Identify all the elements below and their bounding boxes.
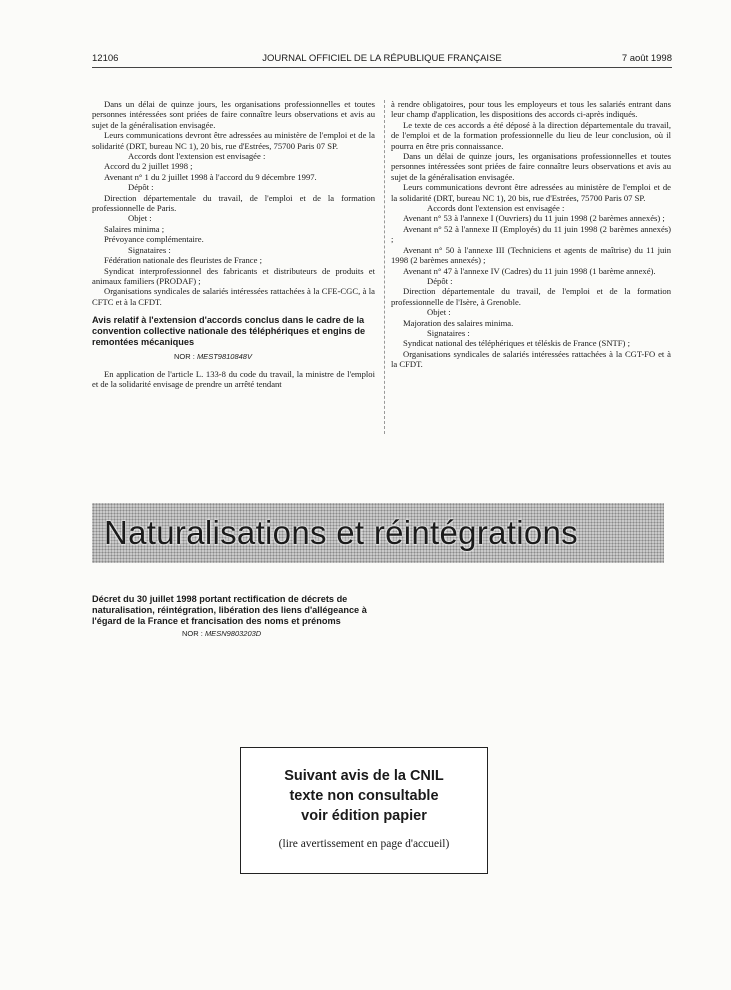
paragraph: Dans un délai de quinze jours, les organisations professionnelles et toutes personnes intéressées sont priées de faire connaître leurs observations et avis au sujet de la généralisation envisagée. — [391, 151, 671, 182]
nor-code: MEST9810848V — [196, 352, 252, 362]
list-item: Avenant n° 53 à l'annexe I (Ouvriers) du 11 juin 1998 (2 barèmes annexés) ; — [403, 213, 665, 224]
decret-block — [92, 594, 374, 638]
paragraph: Leurs communications devront être adressées au ministère de l'emploi et de la solidarité (DRT, bureau NC 1), 20 bis, rue d'Estrées, 75700 Paris 07 SP. — [92, 130, 375, 151]
section-label: Signataires : — [427, 327, 470, 338]
list-item: Avenant n° 1 du 2 juillet 1998 à l'accord du 9 décembre 1997. — [104, 171, 317, 182]
section-banner-title: Naturalisations et réintégrations — [104, 514, 578, 551]
nor-reference — [92, 352, 375, 362]
journal-title: JOURNAL OFFICIEL DE LA RÉPUBLIQUE FRANÇAISE — [262, 53, 502, 64]
decret-title: Décret du 30 juillet 1998 portant rectification de décrets de naturalisation, réintégration, libération des liens d'allégeance à l'égard de la France et francisation des noms et prénoms — [92, 594, 367, 626]
nor-label: NOR : — [182, 629, 203, 638]
left-column — [92, 99, 375, 389]
paragraph: Accords dont l'extension est envisagée : — [128, 151, 266, 162]
list-item: Majoration des salaires minima. — [403, 317, 514, 328]
page-header — [92, 53, 672, 67]
issue-date: 7 août 1998 — [621, 53, 672, 64]
paragraph: Dans un délai de quinze jours, les organisations professionnelles et toutes personnes intéressées sont priées de faire connaître leurs observations et avis au sujet de la généralisation envisagée. — [92, 99, 375, 130]
list-item: Avenant n° 47 à l'annexe IV (Cadres) du 11 juin 1998 (1 barème annexé). — [403, 265, 656, 276]
paragraph: Leurs communications devront être adressées au ministère de l'emploi et de la solidarité (DRT, bureau NC 1), 20 bis, rue d'Estrées, 75700 Paris 07 SP. — [391, 182, 671, 203]
list-item: Prévoyance complémentaire. — [104, 234, 204, 245]
notice-line: Suivant avis de la CNIL — [284, 768, 444, 784]
nor-reference — [92, 629, 374, 638]
paragraph: Direction départementale du travail, de l'emploi et de la formation professionnelle de l'Isère, à Grenoble. — [391, 286, 671, 307]
page-number: 12106 — [92, 53, 119, 64]
notice-line: voir édition papier — [301, 808, 427, 824]
list-item: Salaires minima ; — [104, 223, 165, 234]
notice-subtext: (lire avertissement en page d'accueil) — [278, 838, 450, 850]
paragraph: à rendre obligatoires, pour tous les employeurs et tous les salariés entrant dans leur champ d'application, les dispositions des accords ci-après indiqués. — [391, 99, 671, 120]
paragraph: Le texte de ces accords a été déposé à la direction départementale du travail, de l'emploi et de la formation professionnelle du lieu de leur conclusion, où il pourra en être pris connaissance. — [391, 119, 671, 151]
notice-line: texte non consultable — [289, 788, 439, 804]
nor-label: NOR : — [174, 352, 195, 362]
cnil-notice-box — [240, 747, 488, 874]
list-item: Organisations syndicales de salariés intéressées rattachées à la CFE-CGC, à la CFTC et à la CFDT. — [92, 286, 375, 307]
paragraph: En application de l'article L. 133-8 du code du travail, la ministre de l'emploi et de la solidarité envisage de prendre un arrêté tendant — [92, 368, 375, 389]
section-label: Objet : — [427, 307, 451, 318]
avis-title: Avis relatif à l'extension d'accords conclus dans le cadre de la convention collective nationale des téléphériques et engins de remontées mécaniques — [92, 315, 366, 348]
section-label: Dépôt : — [427, 275, 453, 286]
list-item: Syndicat national des téléphériques et téléskis de France (SNTF) ; — [403, 338, 630, 349]
nor-code: MESN9803203D — [204, 629, 262, 638]
list-item: Avenant n° 52 à l'annexe II (Employés) du 11 juin 1998 (2 barèmes annexés) ; — [391, 223, 671, 245]
header-rule — [92, 67, 672, 68]
list-item: Avenant n° 50 à l'annexe III (Techniciens et agents de maîtrise) du 11 juin 1998 (2 barèmes annexés) ; — [391, 244, 671, 266]
paragraph: Direction départementale du travail, de l'emploi et de la formation professionnelle de Paris. — [92, 192, 375, 214]
list-item: Accord du 2 juillet 1998 ; — [104, 161, 193, 172]
list-item: Fédération nationale des fleuristes de France ; — [104, 255, 262, 266]
section-label: Signataires : — [128, 244, 171, 255]
column-divider — [384, 100, 385, 434]
right-column — [391, 99, 671, 370]
list-item: Syndicat interprofessionnel des fabricants et distributeurs de produits et animaux familiers (PRODAF) ; — [92, 265, 375, 286]
section-label: Dépôt : — [128, 182, 154, 193]
section-label: Objet : — [128, 213, 152, 224]
list-item: Organisations syndicales de salariés intéressées rattachées à la CGT-FO et à la CFDT. — [391, 348, 671, 370]
paragraph: Accords dont l'extension est envisagée : — [427, 203, 565, 214]
